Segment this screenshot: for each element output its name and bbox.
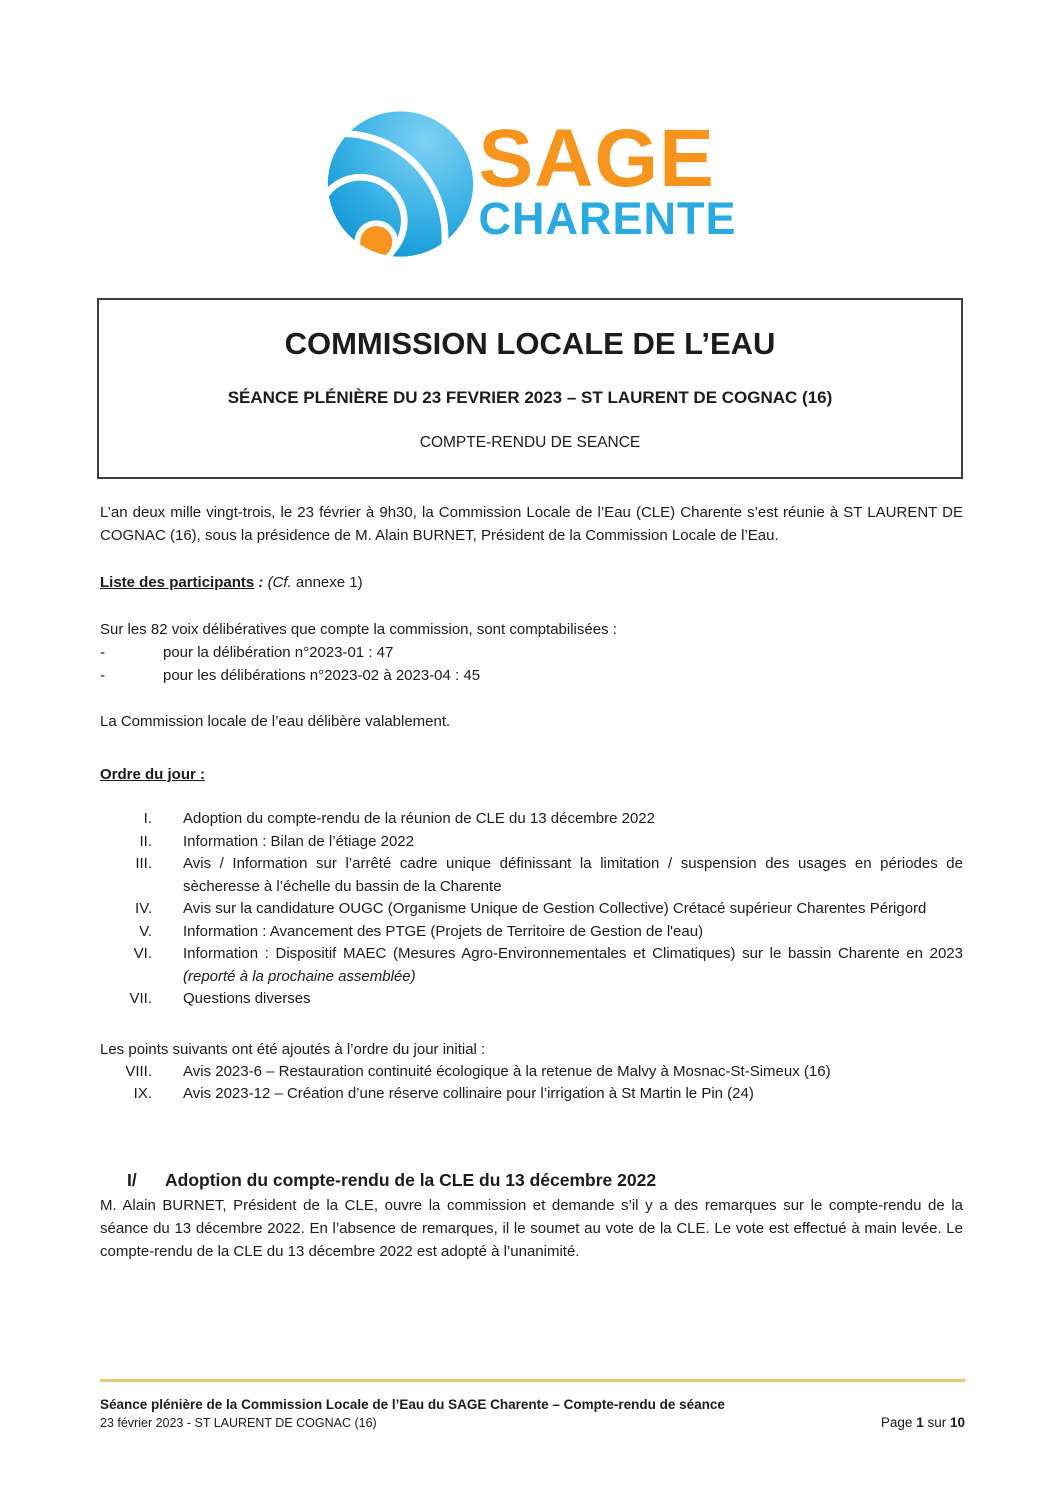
participants-ref-rest: annexe 1) [291, 574, 363, 591]
section-1-heading [100, 1168, 963, 1193]
intro-paragraph: L’an deux mille vingt-trois, le 23 février à 9h30, la Commission Locale de l’Eau (CLE) Charente s’est réunie à ST LAURENT DE COGNAC (16), sous la présidence de M. Alain BURNET, Président de la Commission Locale de l’Eau. [100, 504, 963, 544]
section-1-paragraph: M. Alain BURNET, Président de la CLE, ouvre la commission et demande s’il y a des remarques sur le compte-rendu de la séance du 13 décembre 2022. En l’absence de remarques, il le soumet au vote de la CLE. Le vote est effectué à main levée. Le compte-rendu de la CLE du 13 décembre 2022 est adopté à l’unanimité. [100, 1196, 963, 1260]
document-type: COMPTE-RENDU DE SEANCE [419, 434, 641, 451]
agenda-item [100, 853, 963, 898]
participants-label: Liste des participants [100, 574, 255, 591]
agenda-item-text-note: (reporté à la prochaine assemblée) [183, 967, 416, 985]
agenda-item-text: Information : Bilan de l’étiage 2022 [183, 832, 414, 850]
agenda-item-text: Information : Avancement des PTGE (Projets de Territoire de Gestion de l'eau) [183, 922, 704, 940]
votes-intro: Sur les 82 voix délibératives que compte la commission, sont comptabilisées : [100, 621, 617, 638]
section-1 [100, 1168, 963, 1263]
vote-item [100, 641, 963, 664]
added-points-intro: Les points suivants ont été ajoutés à l’ordre du jour initial : [100, 1040, 486, 1058]
footer-text-block [100, 1395, 725, 1432]
dash-bullet: - [100, 644, 105, 661]
added-point-text: Avis 2023-6 – Restauration continuité écologique à la retenue de Malvy à Mosnac-St-Simeux (16) [183, 1062, 831, 1080]
agenda-item-text [183, 943, 963, 988]
agenda-item-text: Adoption du compte-rendu de la réunion de CLE du 13 décembre 2022 [183, 810, 655, 827]
agenda-list [100, 808, 963, 1011]
agenda-item [100, 943, 963, 988]
agenda-item-text-main: Information : Dispositif MAEC (Mesures Agro-Environnementales et Climatiques) sur le bassin Charente en 2023 [183, 945, 963, 962]
agenda-item-numeral: I. [143, 810, 152, 827]
footer-document-title: Séance plénière de la Commission Locale de l’Eau du SAGE Charente – Compte-rendu de séance [100, 1397, 725, 1412]
agenda-item [100, 898, 963, 921]
agenda-item-numeral: V. [139, 922, 152, 940]
logo-wordmark-sage: SAGE [478, 113, 715, 204]
page-footer [100, 1379, 965, 1432]
footer-session-info: 23 février 2023 - ST LAURENT DE COGNAC (16) [100, 1416, 377, 1430]
added-point-numeral: IX. [133, 1085, 152, 1102]
logo-wordmark-charente: CHARENTE [478, 193, 737, 244]
participants-colon: : [254, 574, 268, 591]
footer-rule [100, 1379, 965, 1382]
dash-bullet: - [100, 667, 105, 684]
added-point-numeral: VIII. [125, 1062, 152, 1080]
agenda-item-text: Avis sur la candidature OUGC (Organisme Unique de Gestion Collective) Crétacé supérieur Charentes Périgord [183, 900, 927, 917]
vote-item-text: pour la délibération n°2023-01 : 47 [163, 644, 394, 661]
sage-globe-icon [321, 106, 476, 261]
agenda-item-numeral: II. [139, 832, 152, 850]
participants-line [100, 571, 963, 594]
agenda-item [100, 988, 963, 1011]
section-1-title: Adoption du compte-rendu de la CLE du 13 décembre 2022 [165, 1169, 657, 1190]
agenda-item [100, 831, 963, 854]
page-prefix: Page [880, 1415, 917, 1430]
added-point-item [100, 1083, 963, 1106]
agenda-heading: Ordre du jour : [100, 766, 205, 783]
sage-charente-logo [0, 106, 1058, 266]
vote-item [100, 664, 963, 687]
added-point-text: Avis 2023-12 – Création d’une réserve collinaire pour l’irrigation à St Martin le Pin (24) [183, 1085, 754, 1102]
agenda-item [100, 921, 963, 944]
logo-wordmark [478, 106, 737, 244]
agenda-item [100, 808, 963, 831]
page-separator: sur [923, 1415, 950, 1430]
agenda-item-numeral: IV. [135, 900, 152, 917]
agenda-item-text: Questions diverses [183, 990, 311, 1007]
document-title: COMMISSION LOCALE DE L’EAU [284, 326, 776, 361]
page-indicator [881, 1414, 965, 1432]
vote-item-text: pour les délibérations n°2023-02 à 2023-04 : 45 [163, 667, 481, 684]
footer-row [100, 1395, 965, 1432]
page-total: 10 [949, 1415, 965, 1430]
agenda-item-numeral: III. [135, 855, 152, 872]
agenda-item-numeral: VI. [133, 945, 152, 962]
added-points-list [100, 1061, 963, 1106]
session-subtitle: SÉANCE PLÉNIÈRE DU 23 FEVRIER 2023 – ST LAURENT DE COGNAC (16) [227, 388, 833, 407]
votes-conclusion: La Commission locale de l’eau délibère valablement. [100, 713, 451, 730]
page-number: 1 [916, 1415, 924, 1430]
agenda-item-text: Avis / Information sur l’arrêté cadre unique définissant la limitation / suspension des usages en périodes de sècheresse à l’échelle du bassin de la Charente [183, 855, 963, 895]
section-1-number: I/ [127, 1169, 137, 1190]
participants-ref-cf: (Cf. [267, 574, 292, 591]
title-box [97, 298, 963, 479]
agenda-item-numeral: VII. [129, 990, 152, 1007]
added-point-item [100, 1061, 963, 1084]
document-body [0, 298, 1058, 1263]
